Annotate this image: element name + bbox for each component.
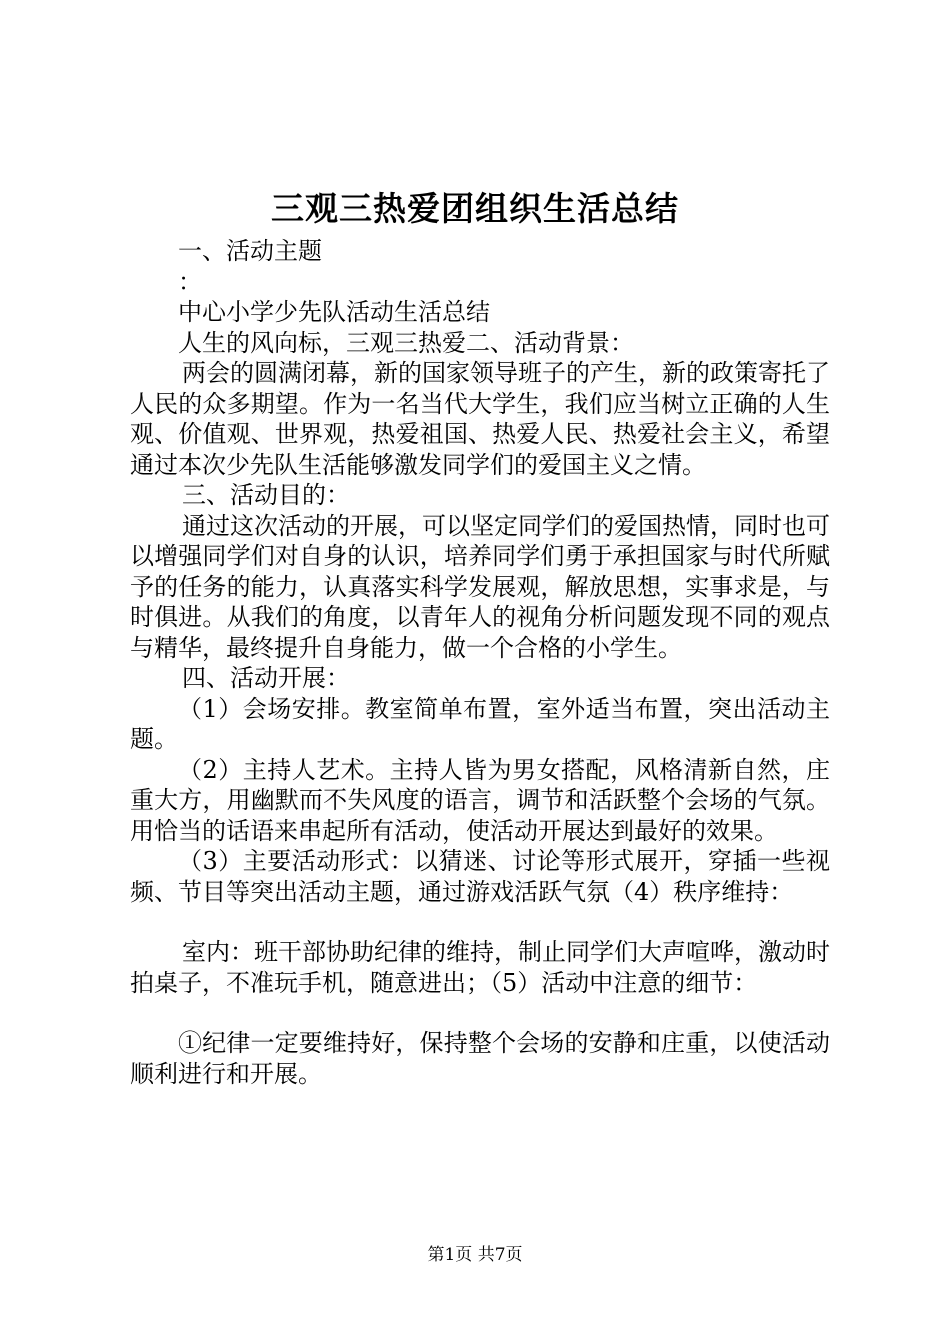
heading-activity-purpose: 三、活动目的： (182, 481, 350, 509)
heading-activity-theme: 一、活动主题 (178, 237, 322, 265)
paragraph-host: （2）主持人艺术。主持人皆为男女搭配，风格清新自然，庄重大方，用幽默而不失风度的语言，调节和活跃整个会场的气氛。用恰当的话语来串起所有活动，使活动开展达到最好的效果。 (130, 755, 830, 845)
paragraph-colon: ： (178, 267, 202, 296)
paragraph-summary-name: 中心小学少先队活动生活总结 (178, 298, 490, 326)
page-footer: 第1页 共7页 (427, 1245, 523, 1265)
document-title: 三观三热爱团组织生活总结 (271, 189, 679, 228)
document-body (130, 236, 830, 1089)
paragraph-venue: （1）会场安排。教室简单布置，室外适当布置，突出活动主题。 (130, 694, 830, 753)
paragraph-purpose: 通过这次活动的开展，可以坚定同学们的爱国热情，同时也可以增强同学们对自身的认识，培养同学们勇于承担国家与时代所赋予的任务的能力，认真落实科学发展观，解放思想，实事求是，与时俱进。从我们的角度，以青年人的视角分析问题发现不同的观点与精华，最终提升自身能力，做一个合格的小学生。 (130, 511, 830, 662)
heading-activity-process: 四、活动开展： (182, 664, 350, 692)
paragraph-background: 两会的圆满闭幕，新的国家领导班子的产生，新的政策寄托了人民的众多期望。作为一名当代大学生，我们应当树立正确的人生观、价值观、世界观，热爱祖国、热爱人民、热爱社会主义，希望通过本次少先队生活能够激发同学们的爱国主义之情。 (130, 359, 830, 479)
paragraph-indoor: 室内：班干部协助纪律的维持，制止同学们大声喧哗，激动时拍桌子，不准玩手机，随意进出；（5）活动中注意的细节： (130, 938, 830, 997)
heading-activity-background: 人生的风向标，三观三热爱二、活动背景： (178, 328, 634, 357)
paragraph-forms: （3）主要活动形式：以猜迷、讨论等形式展开，穿插一些视频、节目等突出活动主题，通过游戏活跃气氛（4）秩序维持： (130, 847, 830, 906)
paragraph-discipline: ①纪律一定要维持好，保持整个会场的安静和庄重，以使活动顺利进行和开展。 (130, 1029, 830, 1088)
